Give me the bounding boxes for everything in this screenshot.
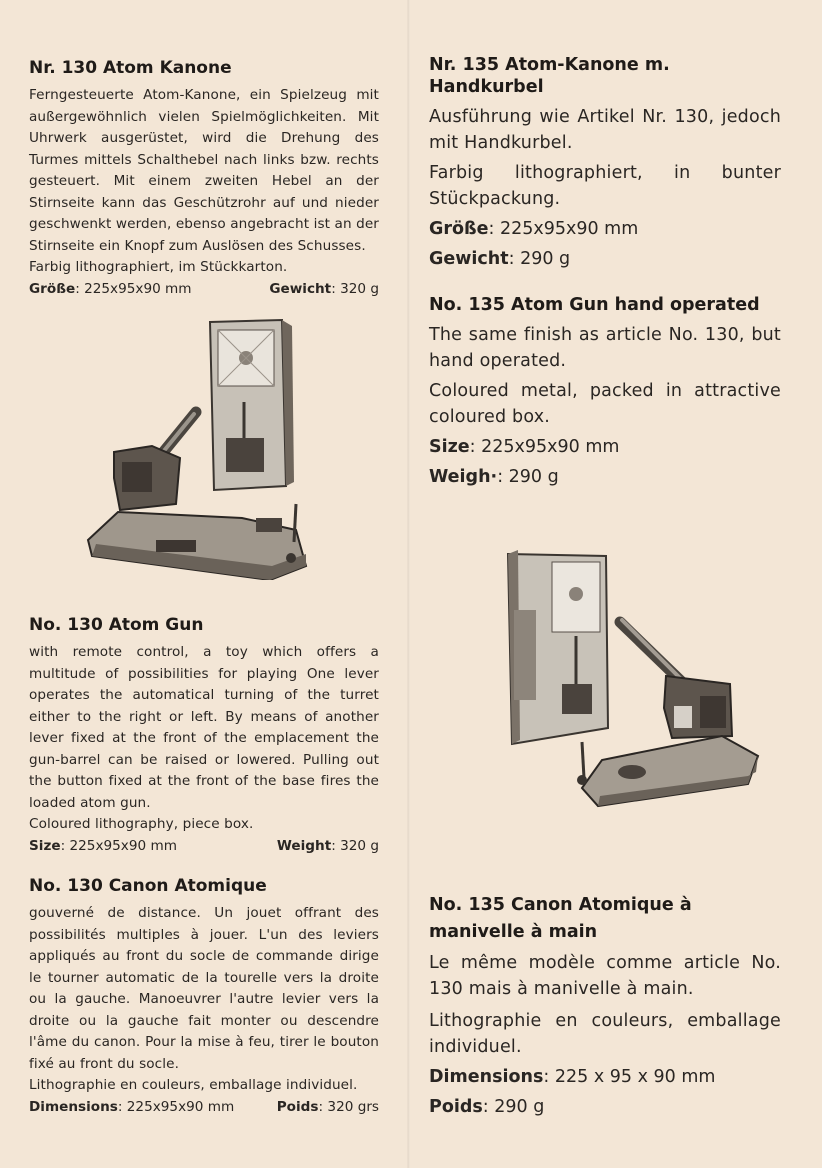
fr-135-weight-value: 290 g [494, 1097, 545, 1117]
fr-130-body: gouverné de distance. Un jouet offrant des possibilités multiples à jouer. L'un des leviers appliqués au front du socle de commande dirige le tourner automatic de la tourelle vers la droite ou la gauche. Manoeuvrer l'autre levier vers la droite ou la gauche fait monter ou descendre l'âme du canon. Pour la mise à feu, tirer le bouton fixé au front du socle. [29, 905, 379, 1072]
de-135-weight-label: Gewicht [429, 249, 509, 269]
en-130-title: No. 130 Atom Gun [29, 615, 204, 635]
atom-gun-135-photo [504, 550, 762, 812]
de-135-finish: Farbig lithographiert, in bunter Stückpackung. [429, 163, 781, 209]
fr-130-specs: Dimensions: 225x95x90 mm Poids: 320 grs [29, 1098, 379, 1115]
de-130-size-label: Größe [29, 280, 76, 297]
atom-gun-130-photo [86, 318, 312, 580]
en-130-size-value: 225x95x90 mm [69, 837, 177, 854]
de-130-size-value: 225x95x90 mm [84, 280, 192, 297]
en-135-block: No. 135 Atom Gun hand operated The same finish as article No. 130, but hand operated. Coloured metal, packed in attractive coloured box. Size: 225x95x90 mm Weigh·: 290 g [429, 295, 781, 487]
en-135-finish: Coloured metal, packed in attractive coloured box. [429, 381, 781, 427]
de-135-size-label: Größe [429, 219, 489, 239]
en-135-title: No. 135 Atom Gun hand operated [429, 295, 760, 315]
de-135-title: Nr. 135 Atom-Kanone m. Handkurbel [429, 55, 670, 97]
de-130-block [29, 57, 379, 299]
de-130-title: Nr. 130 Atom Kanone [29, 58, 232, 78]
fr-130-size-label: Dimensions [29, 1098, 118, 1115]
de-130-specs: Größe: 225x95x90 mm Gewicht: 320 g [29, 280, 379, 297]
de-135-size-value: 225x95x90 mm [499, 219, 639, 239]
fr-130-size-value: 225x95x90 mm [126, 1098, 235, 1115]
en-130-body: with remote control, a toy which offers a multitude of possibilities for playing One lever operates the automatical turning of the turret either to the right or left. By means of another lever fixed at the front of the emplacement the gun-barrel can be raised or lowered. Pulling out the button fixed at the front of the base fires the loaded atom gun. [29, 644, 379, 811]
en-130-size-label: Size [29, 837, 61, 854]
fr-135-body: Le même modèle comme article No. 130 mais à manivelle à main. [429, 953, 781, 999]
fr-130-block [29, 875, 379, 1117]
de-130-weight-label: Gewicht [269, 280, 332, 297]
fr-135-size-value: 225 x 95 x 90 mm [554, 1067, 716, 1087]
de-130-weight-value: 320 g [340, 280, 379, 297]
fr-130-title: No. 130 Canon Atomique [29, 876, 267, 896]
de-130-finish: Farbig lithographiert, im Stückkarton. [29, 259, 288, 275]
en-130-specs: Size: 225x95x90 mm Weight: 320 g [29, 837, 379, 854]
en-130-block [29, 614, 379, 856]
de-135-weight-value: 290 g [520, 249, 571, 269]
fr-135-finish: Lithographie en couleurs, emballage individuel. [429, 1011, 781, 1057]
fr-135-size-label: Dimensions [429, 1067, 544, 1087]
fr-130-weight-label: Poids [276, 1098, 319, 1115]
en-135-weight-value: 290 g [508, 467, 559, 487]
de-135-block: Nr. 135 Atom-Kanone m. Handkurbel Ausführung wie Artikel Nr. 130, jedoch mit Handkurbel. Farbig lithographiert, in bunter Stückpackung. Größe: 225x95x90 mm Gewicht: 290 g [429, 55, 781, 269]
fr-135-block: No. 135 Canon Atomique à manivelle à main Le même modèle comme article No. 130 mais à manivelle à main. Lithographie en couleurs, emballage individuel. Dimensions: 225 x 95 x 90 mm Poids: 290 g [429, 892, 781, 1122]
en-135-size-label: Size [429, 437, 470, 457]
en-130-weight-label: Weight [276, 837, 332, 854]
fr-135-title: No. 135 Canon Atomique à manivelle à main [429, 895, 692, 942]
de-135-body: Ausführung wie Artikel Nr. 130, jedoch mit Handkurbel. [429, 107, 781, 153]
en-130-finish: Coloured lithography, piece box. [29, 816, 254, 832]
fr-130-finish: Lithographie en couleurs, emballage individuel. [29, 1077, 358, 1093]
en-130-weight-value: 320 g [340, 837, 379, 854]
fr-130-weight-value: 320 grs [327, 1098, 379, 1115]
fr-135-weight-label: Poids [429, 1097, 483, 1117]
de-130-body: Ferngesteuerte Atom-Kanone, ein Spielzeug mit außergewöhnlich vielen Spielmöglichkeiten. Mit Uhrwerk ausgerüstet, wird die Drehung des Turmes mittels Schalthebel nach links bzw. rechts gesteuert. Mit einem zweiten Hebel an der Stirnseite kann das Geschützrohr auf und nieder geschwenkt werden, ebenso angebracht ist an der Stirnseite ein Knopf zum Auslösen des Schusses. [29, 87, 379, 254]
center-fold [407, 0, 410, 1168]
en-135-weight-label: Weigh· [429, 467, 498, 487]
en-135-body: The same finish as article No. 130, but hand operated. [429, 325, 781, 371]
en-135-size-value: 225x95x90 mm [481, 437, 620, 457]
